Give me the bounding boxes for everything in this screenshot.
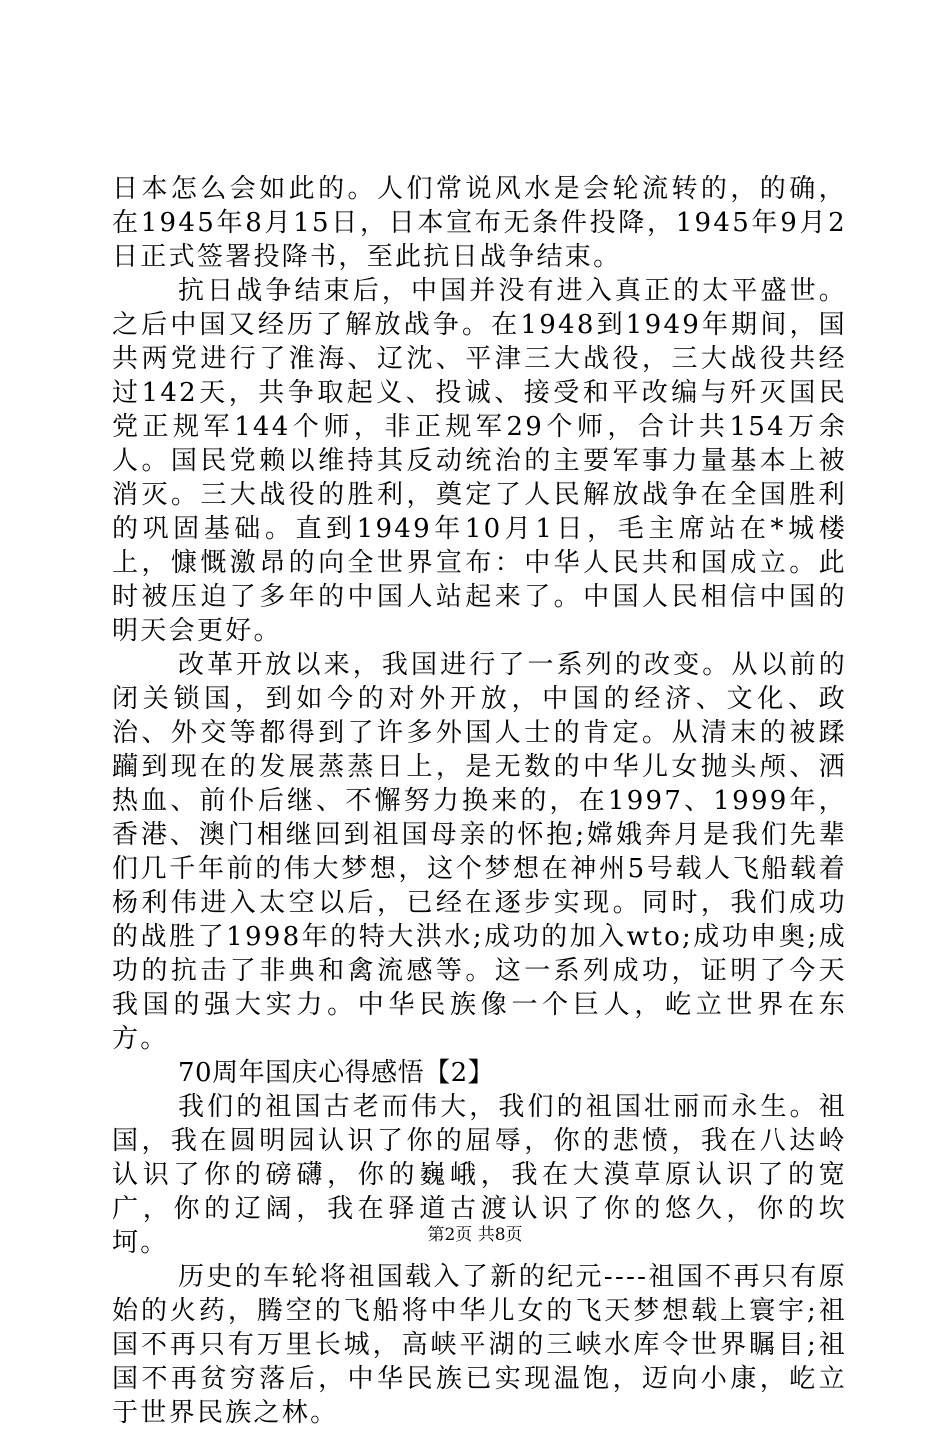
paragraph-motherland: 我们的祖国古老而伟大，我们的祖国壮丽而永生。祖国，我在圆明园认识了你的屈辱，你的悲愤，我在八达岭认识了你的磅礴，你的巍峨，我在大漠草原认识了的宽广，你的辽阔，我在驿道古渡认识了你的悠久，你的坎坷。 xyxy=(112,1092,847,1258)
paragraph-new-era: 历史的车轮将祖国载入了新的纪元----祖国不再只有原始的火药，腾空的飞船将中华儿女的飞天梦想载上寰宇;祖国不再只有万里长城，高峡平湖的三峡水库令世界瞩目;祖国不再贫穷落后，中华民族已实现温饱，迈向小康，屹立于世界民族之林。 xyxy=(112,1262,847,1428)
paragraph-continuation: 日本怎么会如此的。人们常说风水是会轮流转的，的确，在1945年8月15日，日本宣布无条件投降，1945年9月2日正式签署投降书，至此抗日战争结束。 xyxy=(112,174,847,272)
paragraph-liberation-war: 抗日战争结束后，中国并没有进入真正的太平盛世。之后中国又经历了解放战争。在1948到1949年期间，国共两党进行了淮海、辽沈、平津三大战役，三大战役共经过142天，共争取起义、投诚、接受和平改编与歼灭国民党正规军144个师，非正规军29个师，合计共154万余人。国民党赖以维持其反动统治的主要军事力量基本上被消灭。三大战役的胜利，奠定了人民解放战争在全国胜利的巩固基础。直到1949年10月1日，毛主席站在*城楼上，慷慨激昂的向全世界宣布：中华人民共和国成立。此时被压迫了多年的中国人站起来了。中国人民相信中国的明天会更好。 xyxy=(112,276,847,646)
paragraph-reform-opening: 改革开放以来，我国进行了一系列的改变。从以前的闭关锁国，到如今的对外开放，中国的经济、文化、政治、外交等都得到了许多外国人士的肯定。从清末的被蹂躏到现在的发展蒸蒸日上，是无数的中华儿女抛头颅、洒热血、前仆后继、不懈努力换来的，在1997、1999年，香港、澳门相继回到祖国母亲的怀抱;嫦娥奔月是我们先辈们几千年前的伟大梦想，这个梦想在神州5号载人飞船载着杨利伟进入太空以后，已经在逐步实现。同时，我们成功的战胜了1998年的特大洪水;成功的加入wto;成功申奥;成功的抗击了非典和禽流感等。这一系列成功，证明了今天我国的强大实力。中华民族像一个巨人，屹立世界在东方。 xyxy=(112,650,847,1054)
page-number-footer: 第2页 共8页 xyxy=(427,1225,523,1245)
section-heading: 70周年国庆心得感悟【2】 xyxy=(178,1058,495,1088)
